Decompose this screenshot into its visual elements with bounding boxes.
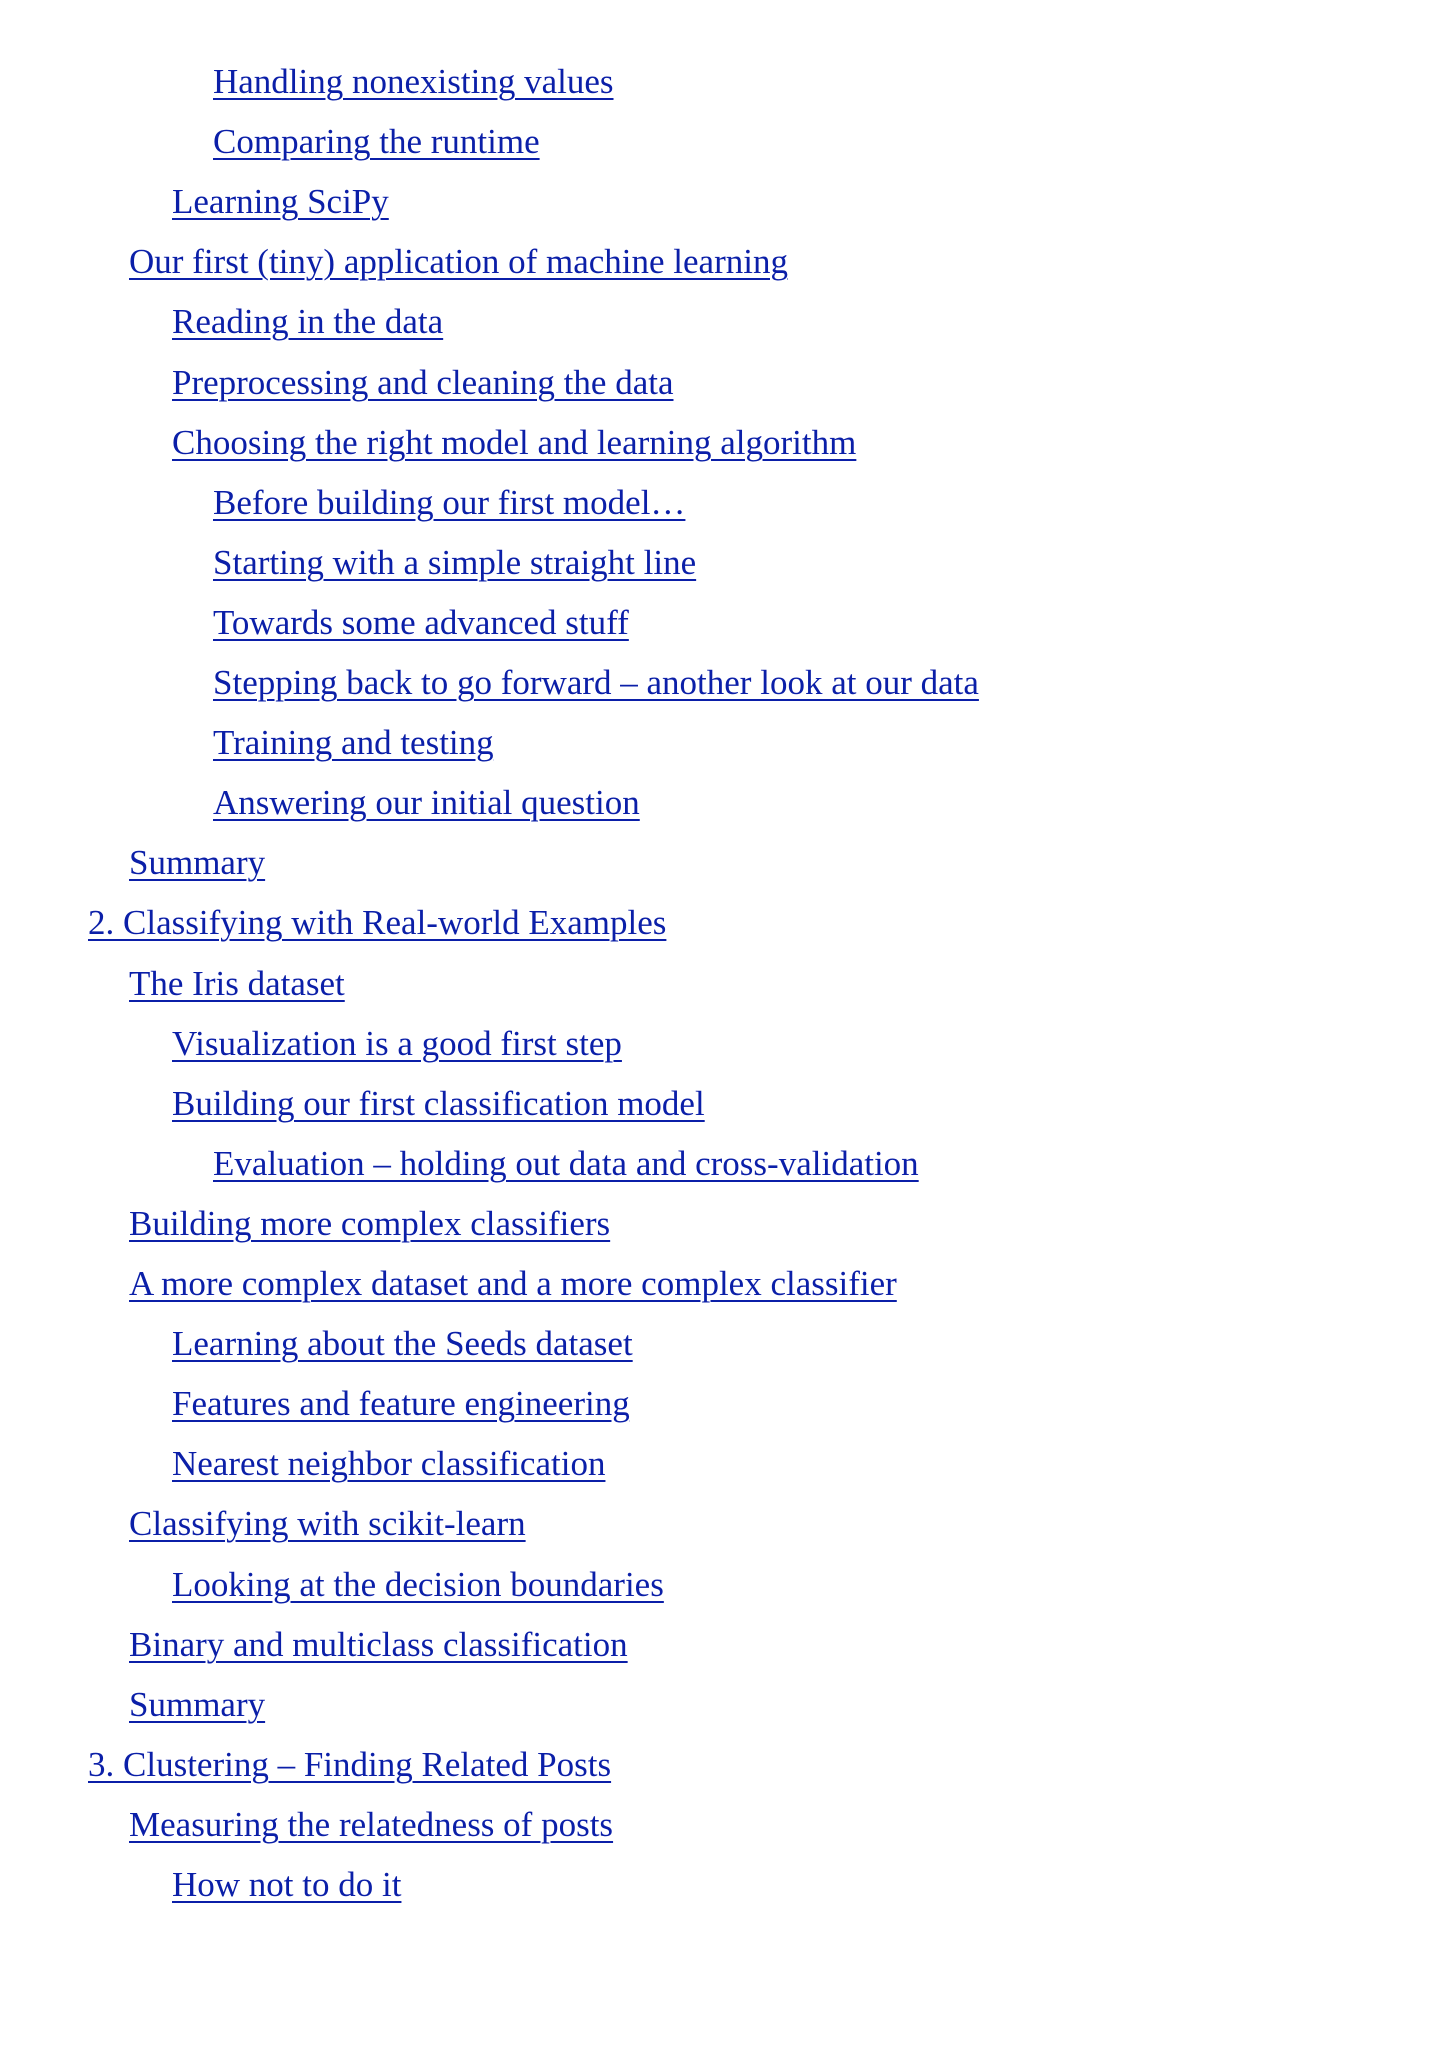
toc-entry: [0, 778, 640, 828]
toc-entry: [0, 1860, 401, 1910]
toc-link[interactable]: Learning about the Seeds dataset: [172, 1324, 633, 1363]
toc-entry: [0, 1319, 633, 1369]
toc-entry: [0, 718, 494, 768]
toc-link[interactable]: Evaluation – holding out data and cross-validation: [213, 1144, 919, 1183]
toc-link[interactable]: Binary and multiclass classification: [129, 1625, 628, 1664]
toc-entry: [0, 1139, 919, 1189]
toc-link[interactable]: Starting with a simple straight line: [213, 543, 697, 582]
toc-link[interactable]: Learning SciPy: [172, 182, 389, 221]
toc-link[interactable]: Handling nonexisting values: [213, 62, 614, 101]
toc-link[interactable]: Measuring the relatedness of posts: [129, 1805, 614, 1844]
toc-entry: [0, 418, 856, 468]
toc-link[interactable]: Comparing the runtime: [213, 122, 540, 161]
toc-link[interactable]: Summary: [129, 1685, 266, 1724]
toc-entry: [0, 959, 345, 1009]
toc-link[interactable]: Nearest neighbor classification: [172, 1444, 606, 1483]
toc-link[interactable]: How not to do it: [172, 1865, 402, 1904]
toc-entry: [0, 1079, 705, 1129]
toc-entry: [0, 478, 685, 528]
toc-link[interactable]: Our first (tiny) application of machine learning: [129, 242, 788, 281]
toc-entry: [0, 1620, 628, 1670]
toc-entry: [0, 1259, 897, 1309]
toc-link[interactable]: Answering our initial question: [213, 783, 640, 822]
toc-entry: [0, 1439, 605, 1489]
toc-entry: [0, 838, 265, 888]
toc-link[interactable]: Stepping back to go forward – another look at our data: [213, 663, 979, 702]
toc-link[interactable]: Visualization is a good first step: [172, 1024, 622, 1063]
toc-link[interactable]: Building our first classification model: [172, 1084, 705, 1123]
toc-entry: [0, 1499, 526, 1549]
toc-entry: [0, 1680, 265, 1730]
toc-entry: [0, 177, 389, 227]
toc-link[interactable]: Summary: [129, 843, 266, 882]
toc-entry: [0, 358, 673, 408]
toc-link[interactable]: Looking at the decision boundaries: [172, 1565, 664, 1604]
toc-entry: [0, 1379, 630, 1429]
toc-link[interactable]: Before building our first model…: [213, 483, 686, 522]
toc-entry: [0, 658, 979, 708]
toc-entry: [0, 57, 614, 107]
toc-link[interactable]: Choosing the right model and learning algorithm: [172, 423, 857, 462]
toc-entry: [0, 1740, 611, 1790]
toc-entry: [0, 117, 540, 167]
toc-link[interactable]: Towards some advanced stuff: [213, 603, 629, 642]
toc-link[interactable]: Training and testing: [213, 723, 494, 762]
toc-link[interactable]: Preprocessing and cleaning the data: [172, 363, 674, 402]
toc-entry: [0, 898, 666, 948]
toc-entry: [0, 1019, 622, 1069]
toc-link[interactable]: The Iris dataset: [129, 964, 345, 1003]
toc-entry: [0, 598, 629, 648]
toc-link[interactable]: Building more complex classifiers: [129, 1204, 611, 1243]
toc-entry: [0, 1199, 610, 1249]
toc-entry: [0, 1800, 613, 1850]
toc-link[interactable]: Classifying with scikit-learn: [129, 1504, 526, 1543]
toc-entry: [0, 538, 696, 588]
toc-link[interactable]: Reading in the data: [172, 302, 444, 341]
toc-link[interactable]: 3. Clustering – Finding Related Posts: [88, 1745, 612, 1784]
toc-link[interactable]: Features and feature engineering: [172, 1384, 630, 1423]
toc-entry: [0, 1560, 664, 1610]
toc-entry: [0, 297, 443, 347]
toc-link[interactable]: 2. Classifying with Real-world Examples: [88, 903, 667, 942]
toc-link[interactable]: A more complex dataset and a more complex classifier: [129, 1264, 897, 1303]
toc-entry: [0, 237, 788, 287]
